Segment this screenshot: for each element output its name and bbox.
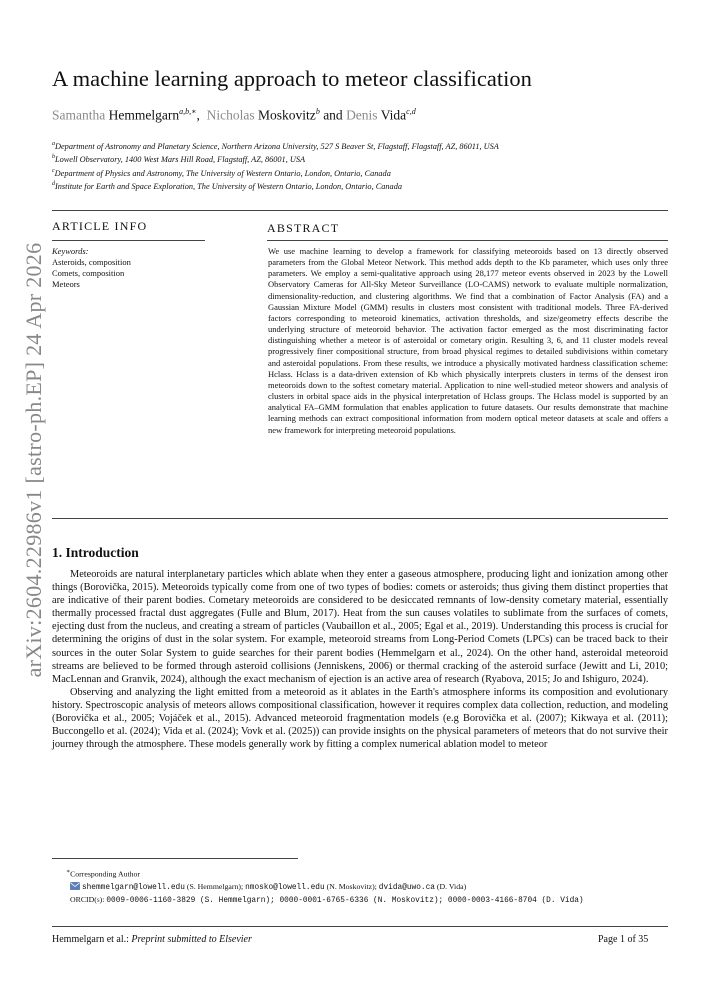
author-superscript: a,b,∗ (179, 107, 197, 116)
abstract-bottom-rule (52, 518, 668, 519)
paper-title: A machine learning approach to meteor classification (52, 66, 532, 91)
orcid-list: 0009-0006-1160-3829 (S. Hemmelgarn); 0000-0001-6765-6336 (N. Moskovitz); 0000-0003-4166-8704 (D. Vida) (106, 896, 584, 905)
email-line: shemmelgarn@lowell.edu (S. Hemmelgarn); nmosko@lowell.edu (N. Moskovitz); dvida@uwo.ca (D. Vida) (70, 881, 584, 894)
article-info-rule (52, 240, 205, 241)
author-first-name: Denis (346, 107, 378, 123)
email-address[interactable]: nmosko@lowell.edu (245, 883, 325, 892)
author-superscript: c,d (406, 107, 416, 116)
affiliation: $^a$Department of Astronomy and Planetary Science, Northern Arizona University, 527 S Beaver St, Flagstaff, Flagstaff, AZ, 86011, USA (52, 141, 499, 151)
keywords-label: Keywords: (52, 246, 89, 256)
affiliation: $^c$Department of Physics and Astronomy, The University of Western Ontario, London, Ontario, Canada (52, 167, 391, 178)
arxiv-id: arXiv:2604.22986v1 [astro-ph.EP] 24 Apr 2026 (21, 242, 46, 678)
section-heading: 1. Introduction (52, 545, 139, 560)
body-paragraph: Observing and analyzing the light emitted from a meteoroid as it ablates in the Earth's atmosphere informs its composition and evolutionary history. Spectroscopic analysis of meteors allows compositional classification, however it requires complex data collection, reduction, and modeling (Borovička et al., 2005; Vojáček et al., 2015). Advanced meteoroid fragmentation models (e.g Borovička et al. (2007); Kikwaya et al. (2011); Buccongello et al. (2024); Vida et al. (2024); Vovk et al. (2025)) can provide insights on the physical parameters of meteors that do not survive their journey through the atmosphere. These models generally work by fitting a complex numerical ablation model to meteor (52, 686, 668, 751)
email-address[interactable]: dvida@uwo.ca (378, 883, 435, 892)
author-last-name: Vida (380, 107, 407, 123)
keyword: Comets, composition (52, 268, 125, 278)
footer-left (52, 934, 252, 945)
envelope-icon (70, 882, 80, 890)
header-rule (52, 210, 668, 211)
body-text (52, 568, 668, 751)
corresponding-author-note: ∗Corresponding Author (66, 869, 141, 879)
affiliation: $^d$Institute for Earth and Space Exploration, The University of Western Ontario, London, Ontario, Canada (52, 180, 402, 191)
keyword: Meteors (52, 279, 80, 289)
abstract-rule (267, 240, 668, 241)
footer-authors: Hemmelgarn et al.: (52, 934, 129, 945)
abstract-paragraph: We use machine learning to develop a framework for classifying meteoroids based on 13 directly observed parameters from the Global Meteor Network. This method adds depth to the Kb parameter, which uses only three parameters. We employ a semi-qualitative approach using 28,177 meteor events observed in 2023 by the Lowell Observatory Cameras for All-Sky Meteor Surveillance (LO-CAMS) network to evaluate multiple normalization, dimensionality-reduction, and clustering algorithms. We find that a combination of Factor Analysis (FA) and a Gaussian Mixture Model (GMM) results in clusters most consistent with traditional models. Three FA-derived factors corresponding to meteoroid kinematics, activation thresholds, and size/geometry effects describe the underlying structure of meteoroid behavior. The activation factor emerged as the most discriminating factor distinguishing whether a meteor is of asteroidal or cometary origin. Resulting 3, 6, and 11 cluster models reveal progressively finer compositional structure, from broad physical regimes to detailed subdivisions within cometary and asteroidal populations. From these results, we introduce a physically motivated hardness classification scheme: Hclass. Hclass is a data-driven extension of Kb which physically interprets clusters in terms of the densest iron meteoroids down to the softest cometary material. Application to nine well-studied meteor showers and analysis of clusters in orbital space aids in the physical interpretation of Hclass groups. The Hclass model is supported by an analytical FA–GMM formulation that enables application to future datasets. Our results demonstrate that machine learning methods can extract compositional information from modern optical meteor datasets at scale and offers a new framework for interpreting meteoroid populations. (268, 246, 668, 435)
affiliation-list (52, 139, 499, 192)
abstract-heading: ABSTRACT (267, 221, 340, 235)
abstract-text (268, 246, 668, 436)
body-paragraph: Meteoroids are natural interplanetary particles which ablate when they enter a gaseous atmosphere, producing light and ionization among other things (Borovička, 2015). Meteoroids typically come from one of two types of bodies: comets or asteroids; thus giving them distinct properties that are indicative of their parent bodies. Cometary meteoroids are considered to be desiccated remnants of low-density cometary material, essentially thermally processed fractal dust aggregates (Fulle and Blum, 2017). Heat from the sun causes volatiles to sublimate from the surfaces of comets, ejecting dust from the nucleus, and creating a stream of particles (Vaubaillon et al., 2005; Egal et al., 2019). Understanding this process is crucial for determining the origins of dust in the solar system. For example, meteoroid streams from Long-Period Comets (LPCs) can be traced back to their sources in the outer Solar System to guide searches for their parent bodies (Hemmelgarn et al., 2024). On the other hand, asteroidal meteoroid streams are believed to be formed through asteroid collisions (Jenniskens, 2006) or thermal cracking of the asteroid surface (Jewitt and Li, 2010; MacLennan and Granvik, 2024), although the exact mechanism of ejection is an active area of research (Ryabova, 2015; Jo and Ishiguro, 2024). (52, 569, 668, 685)
footer-rule (52, 926, 668, 927)
author-last-name: Hemmelgarn (108, 107, 180, 123)
author-conjunction: and (323, 107, 343, 123)
keyword: Asteroids, composition (52, 257, 131, 267)
author-superscript: b (315, 107, 320, 116)
page-number: Page 1 of 35 (598, 934, 649, 945)
footer-note: Preprint submitted to Elsevier (131, 934, 252, 945)
author-first-name: Samantha (52, 107, 106, 123)
author-first-name: Nicholas (206, 107, 255, 123)
affiliation: $^b$Lowell Observatory, 1400 West Mars Hill Road, Flagstaff, AZ, 86001, USA (52, 154, 306, 165)
orcid-line (70, 894, 584, 907)
keywords-block (52, 246, 131, 290)
author-list: Samantha Hemmelgarn$^{a,b,∗}$, Nicholas Moskovitz$^b$ and Denis Vida$^{c,d}$ (52, 107, 416, 123)
footnote (66, 866, 584, 907)
author-last-name: Moskovitz (258, 107, 316, 123)
footnote-rule (52, 858, 298, 859)
orcid-label: ORCID(s): (70, 894, 105, 904)
email-address[interactable]: shemmelgarn@lowell.edu (81, 883, 185, 892)
article-info-heading: ARTICLE INFO (52, 219, 148, 233)
